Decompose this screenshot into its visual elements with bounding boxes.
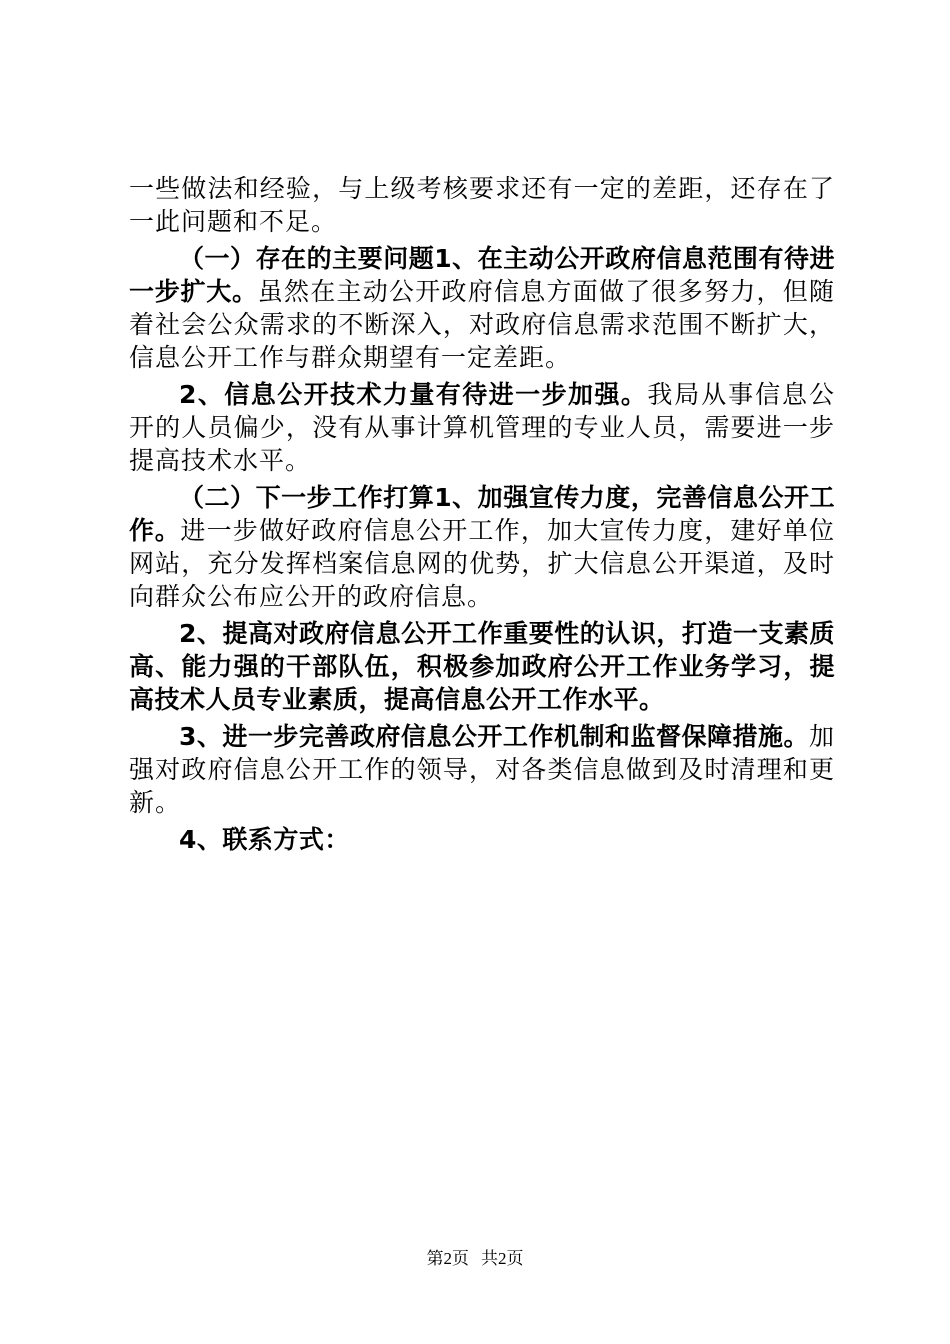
paragraph-heading: 3、进一步完善政府信息公开工作机制和监督保障措施。: [179, 722, 809, 751]
paragraph-heading: （一）存在的主要问题1、在主动公开政府信息范围有待进一步扩大。: [129, 244, 835, 306]
page-number: 第2页: [426, 1249, 469, 1268]
paragraph-next-plan: [129, 481, 835, 613]
paragraph-awareness: [129, 617, 835, 716]
paragraph-intro: [129, 172, 835, 238]
paragraph-heading: （二）下一步工作打算1、加强宣传力度，完善信息公开工作。: [129, 483, 835, 545]
paragraph-main-problems: [129, 242, 835, 374]
paragraph-text: 虽然在主动公开政府信息方面做了很多努力，但随着社会公众需求的不断深入，对政府信息需求范围不断扩大，信息公开工作与群众期望有一定差距。: [129, 277, 835, 372]
paragraph-text: 加强对政府信息公开工作的领导，对各类信息做到及时清理和更新。: [129, 722, 835, 817]
paragraph-contact: [129, 823, 835, 856]
paragraph-heading: 2、提高对政府信息公开工作重要性的认识，打造一支素质高、能力强的干部队伍，积极参加政府公开工作业务学习，提高技术人员专业素质，提高信息公开工作水平。: [129, 619, 835, 714]
paragraph-text: 进一步做好政府信息公开工作，加大宣传力度，建好单位网站，充分发挥档案信息网的优势，扩大信息公开渠道，及时向群众公布应公开的政府信息。: [129, 516, 835, 611]
paragraph-heading: 4、联系方式：: [179, 825, 350, 854]
page-total: 共2页: [481, 1249, 524, 1268]
document-body: [129, 172, 835, 860]
paragraph-text: 一些做法和经验，与上级考核要求还有一定的差距，还存在了一此问题和不足。: [129, 174, 835, 236]
paragraph-heading: 2、信息公开技术力量有待进一步加强。: [179, 380, 648, 409]
paragraph-tech-strength: [129, 378, 835, 477]
paragraph-mechanism: [129, 720, 835, 819]
page-footer: [0, 1244, 950, 1269]
paragraph-text: 我局从事信息公开的人员偏少，没有从事计算机管理的专业人员，需要进一步提高技术水平。: [129, 380, 835, 475]
